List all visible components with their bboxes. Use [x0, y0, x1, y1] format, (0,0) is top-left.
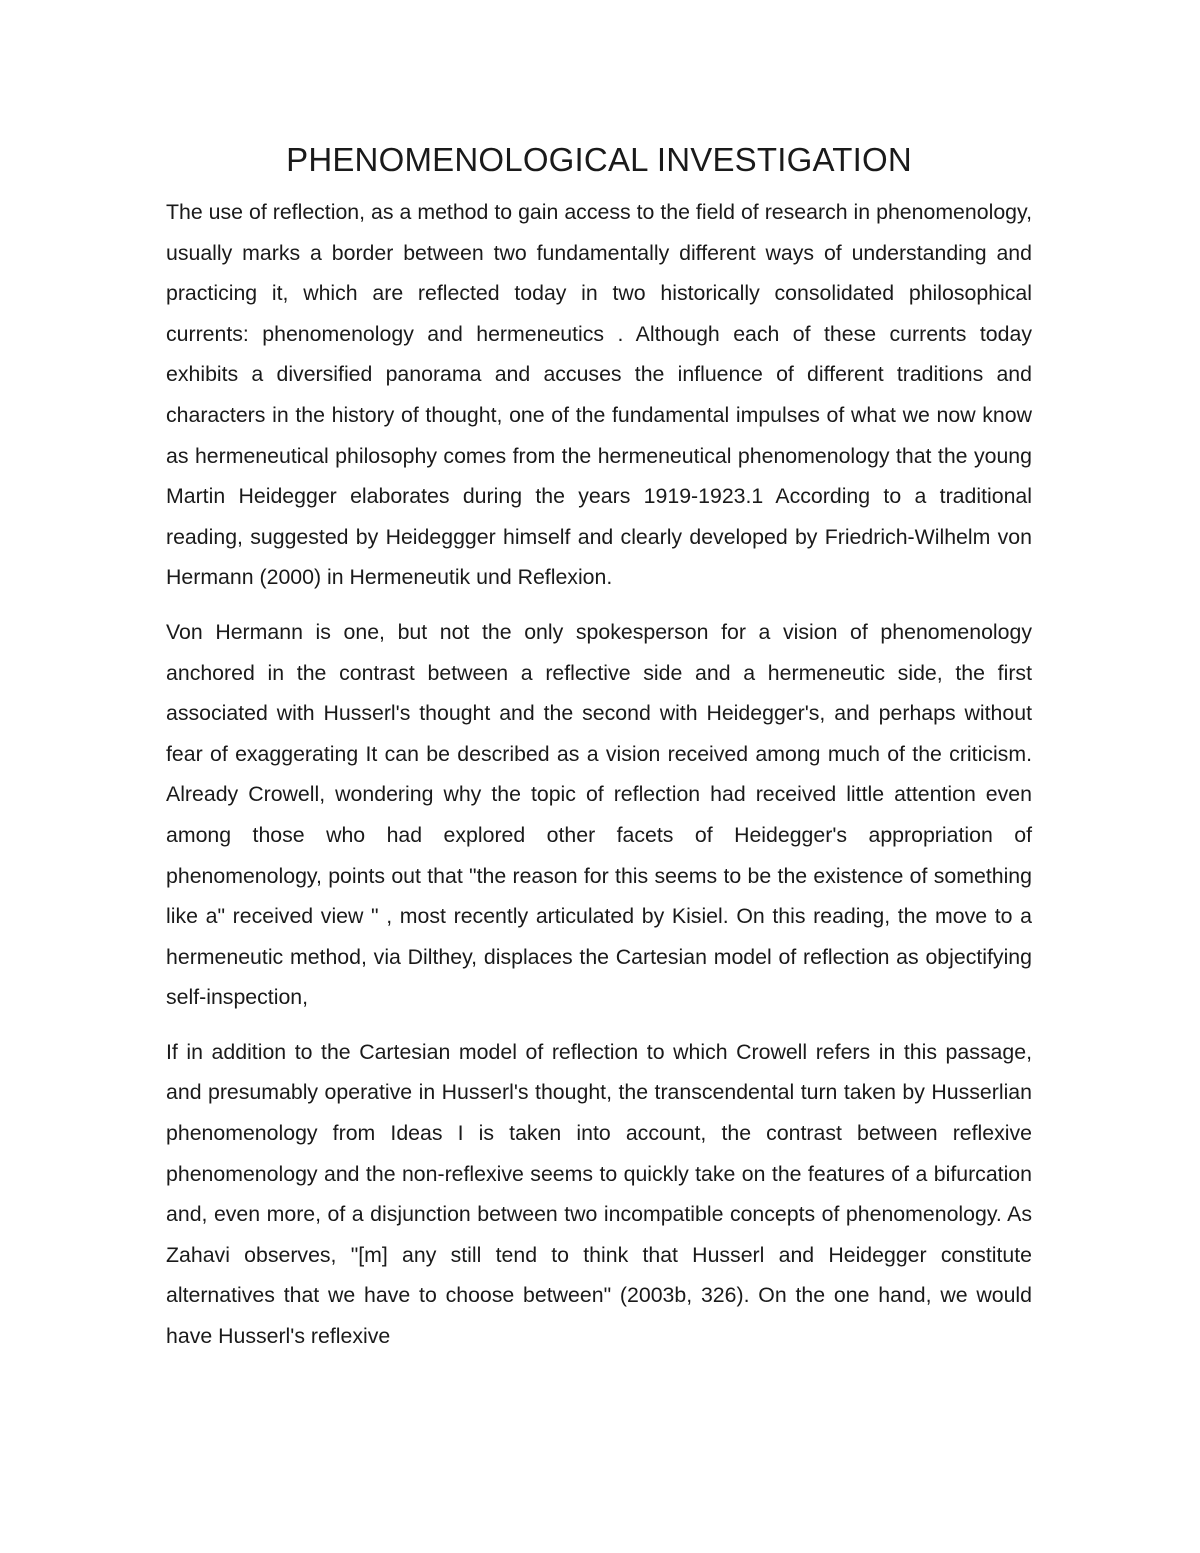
document-page: [166, 138, 1032, 1371]
document-title: PHENOMENOLOGICAL INVESTIGATION: [286, 141, 912, 178]
paragraph-3: If in addition to the Cartesian model of reflection to which Crowell refers in this passage, and presumably operative in Husserl's thought, the transcendental turn taken by Husserlian phenomenology from Ideas I is taken into account, the contrast between reflexive phenomenology and the non-reflexive seems to quickly take on the features of a bifurcation and, even more, of a disjunction between two incompatible concepts of phenomenology. As Zahavi observes, "[m] any still tend to think that Husserl and Heidegger constitute alternatives that we have to choose between" (2003b, 326). On the one hand, we would have Husserl's reflexive: [166, 1039, 1032, 1349]
paragraph-2: Von Hermann is one, but not the only spokesperson for a vision of phenomenology anchored in the contrast between a reflective side and a hermeneutic side, the first associated with Husserl's thought and the second with Heidegger's, and perhaps without fear of exaggerating It can be described as a vision received among much of the criticism. Already Crowell, wondering why the topic of reflection had received little attention even among those who had explored other facets of Heidegger's appropriation of phenomenology, points out that "the reason for this seems to be the existence of something like a" received view " , most recently articulated by Kisiel. On this reading, the move to a hermeneutic method, via Dilthey, displaces the Cartesian model of reflection as objectifying self-inspection,: [166, 619, 1032, 1010]
paragraph-1: The use of reflection, as a method to gain access to the field of research in phenomenology, usually marks a border between two fundamentally different ways of understanding and practicing it, which are reflected today in two historically consolidated philosophical currents: phenomenology and hermeneutics . Although each of these currents today exhibits a diversified panorama and accuses the influence of different traditions and characters in the history of thought, one of the fundamental impulses of what we now know as hermeneutical philosophy comes from the hermeneutical phenomenology that the young Martin Heidegger elaborates during the years 1919-1923.1 According to a traditional reading, suggested by Heideggger himself and clearly developed by Friedrich-Wilhelm von Hermann (2000) in Hermeneutik und Reflexion.: [166, 200, 1032, 590]
